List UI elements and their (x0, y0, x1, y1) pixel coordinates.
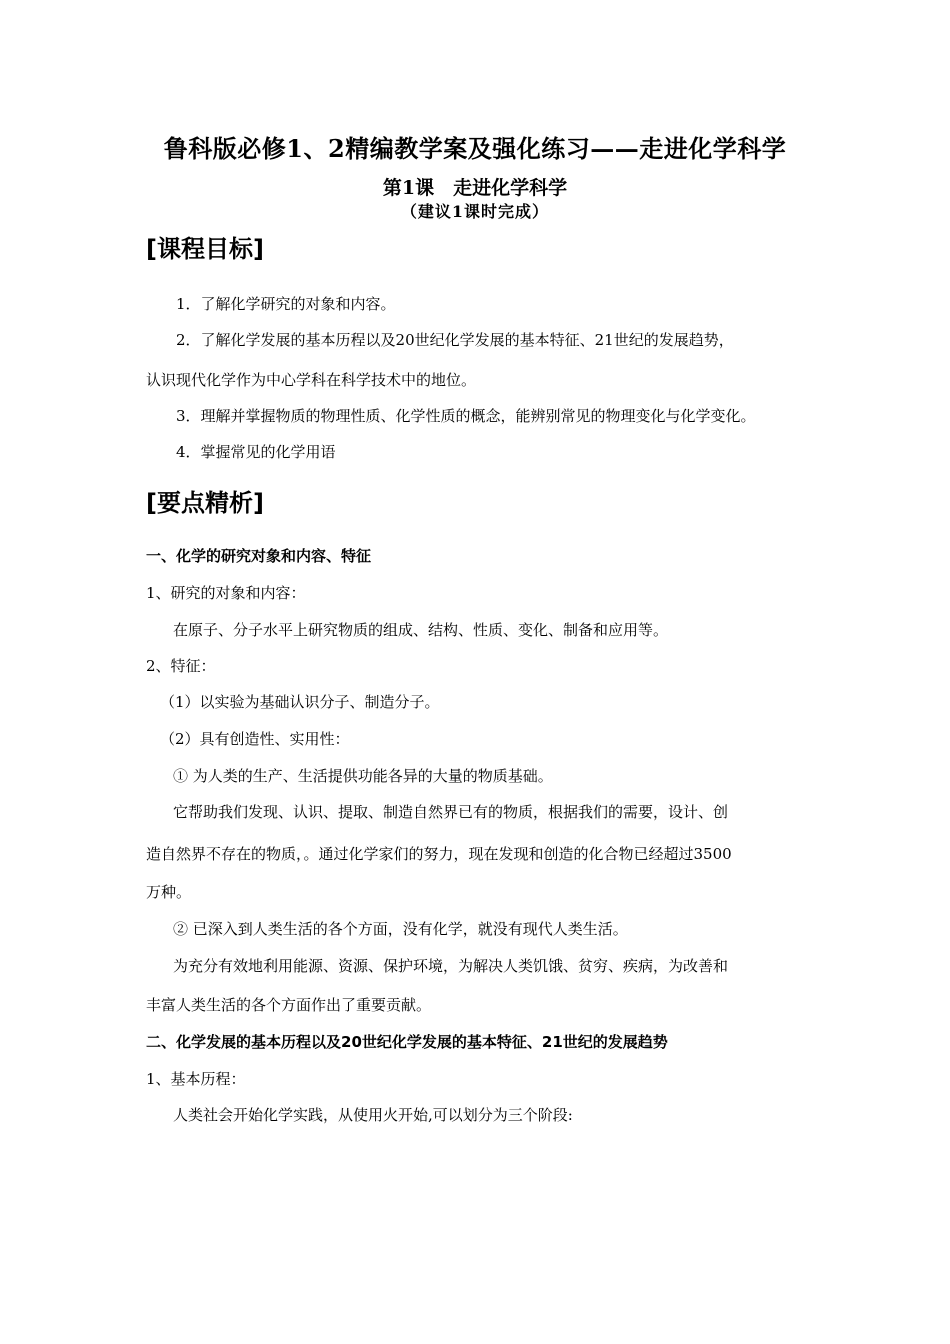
text-line: 在原子、分子水平上研究物质的组成、结构、性质、变化、制备和应用等。 (173, 621, 669, 639)
text-line: （1）以实验为基础认识分子、制造分子。 (160, 693, 440, 711)
text-line: 人类社会开始化学实践，从使用火开始,可以划分为三个阶段: (173, 1106, 573, 1124)
goal-item-continuation: 认识现代化学作为中心学科在科学技术中的地位。 (146, 371, 477, 389)
lesson-subtitle: （建议1课时完成） (400, 202, 550, 221)
text-line: ① 为人类的生产、生活提供功能各异的大量的物质基础。 (173, 767, 553, 785)
text-line: 2、特征： (146, 657, 216, 675)
document-title: 鲁科版必修1、2精编教学案及强化练习——走进化学科学 (163, 134, 787, 163)
text-line: 1、基本历程： (146, 1070, 246, 1088)
text-line: 造自然界不存在的物质，。通过化学家们的努力，现在发现和创造的化合物已经超过3500 (146, 845, 732, 863)
text-line: 1、研究的对象和内容： (146, 584, 306, 602)
lesson-title: 第1课 走进化学科学 (382, 177, 568, 199)
text-line: 为充分有效地利用能源、资源、保护环境，为解决人类饥饿、贫穷、疾病，为改善和 (173, 957, 729, 975)
course-goals-heading: [课程目标] (146, 235, 264, 263)
text-line: 它帮助我们发现、认识、提取、制造自然界已有的物质，根据我们的需要，设计、创 (173, 803, 729, 821)
section1-title: 一、化学的研究对象和内容、特征 (146, 547, 372, 565)
text-line: 万种。 (146, 883, 192, 901)
goal-item: 4．掌握常见的化学用语 (176, 443, 336, 461)
key-points-heading: [要点精析] (146, 489, 264, 517)
goal-item: 1．了解化学研究的对象和内容。 (176, 295, 396, 313)
text-line: ② 已深入到人类生活的各个方面，没有化学，就没有现代人类生活。 (173, 920, 628, 938)
text-line: 丰富人类生活的各个方面作出了重要贡献。 (146, 996, 432, 1014)
goal-item: 3．理解并掌握物质的物理性质、化学性质的概念，能辨别常见的物理变化与化学变化。 (176, 407, 756, 425)
text-line: （2）具有创造性、实用性： (160, 730, 350, 748)
goal-item: 2．了解化学发展的基本历程以及20世纪化学发展的基本特征、21世纪的发展趋势， (176, 331, 734, 349)
section2-title: 二、化学发展的基本历程以及20世纪化学发展的基本特征、21世纪的发展趋势 (146, 1033, 668, 1051)
